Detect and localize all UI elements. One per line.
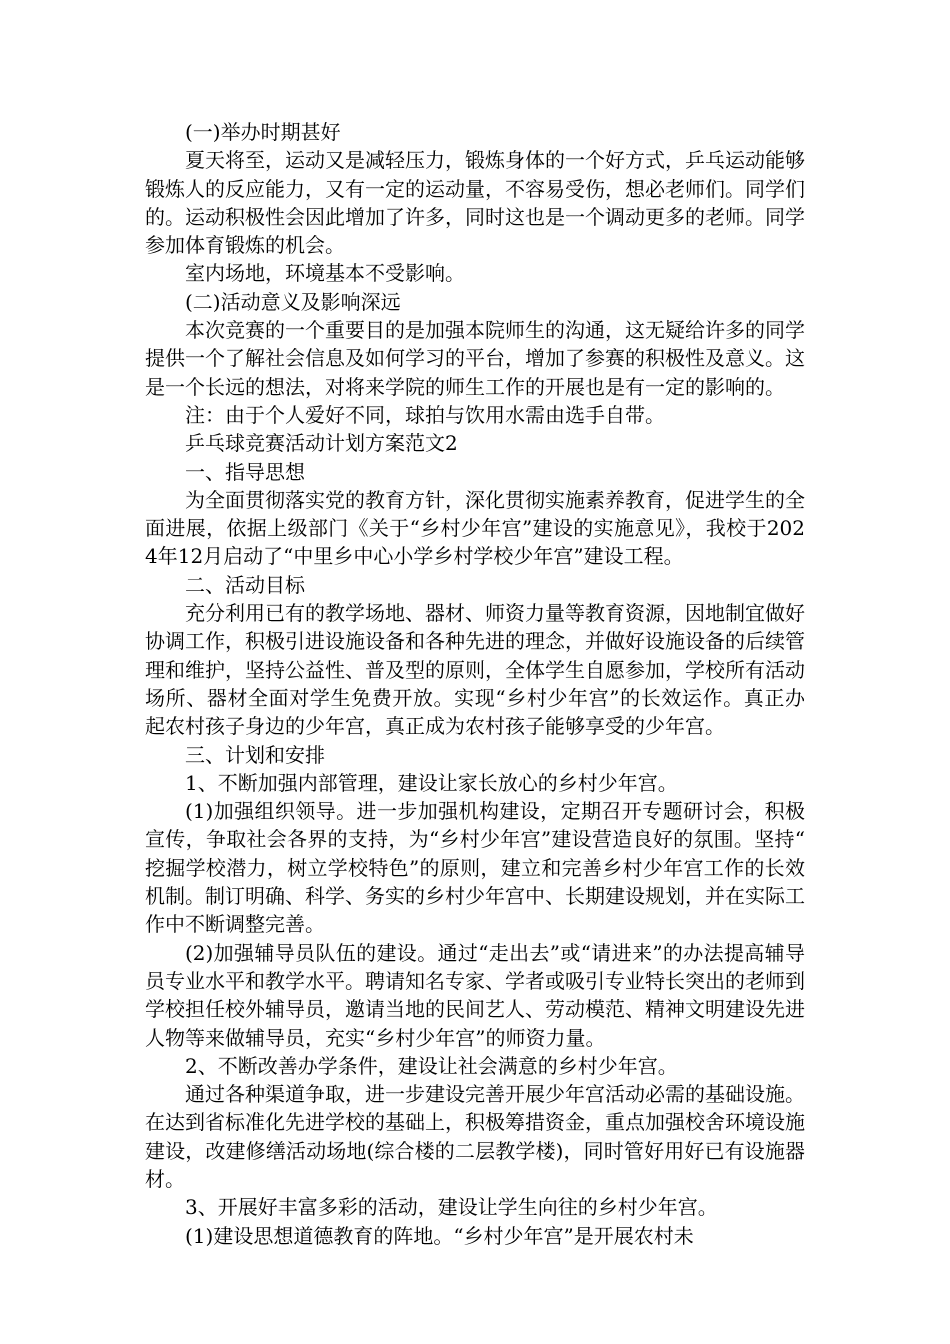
body-paragraph: 本次竞赛的一个重要目的是加强本院师生的沟通，这无疑给许多的同学提供一个了解社会信息及如何学习的平台，增加了参赛的积极性及意义。这是一个长远的想法，对将来学院的师生工作的开展也是有一定的影响的。 [145, 318, 805, 399]
section-heading: (一)举办时期甚好 [185, 120, 341, 144]
body-paragraph: 室内场地，环境基本不受影响。 [185, 261, 465, 286]
document-title: 乒乓球竞赛活动计划方案范文2 [185, 431, 458, 456]
body-paragraph: 夏天将至，运动又是减轻压力，锻炼身体的一个好方式，乒乓运动能够锻炼人的反应能力，又有一定的运动量，不容易受伤，想必老师们。同学们的。运动积极性会因此增加了许多，同时这也是一个调动更多的老师。同学参加体育锻炼的机会。 [145, 148, 805, 258]
body-paragraph: 为全面贯彻落实党的教育方针，深化贯彻实施素养教育，促进学生的全面进展，依据上级部门《关于“乡村少年宫”建设的实施意见》，我校于2024年12月启动了“中里乡中心小学乡村学校少年宫”建设工程。 [145, 487, 805, 569]
section-heading: 二、活动目标 [185, 572, 305, 597]
body-paragraph: 通过各种渠道争取，进一步建设完善开展少年宫活动必需的基础设施。在达到省标准化先进学校的基础上，积极筹措资金，重点加强校舍环境设施建设，改建修缮活动场地(综合楼的二层教学楼)，同时管好用好已有设施器材。 [145, 1082, 805, 1191]
section-heading: (二)活动意义及影响深远 [185, 289, 401, 314]
subsection-heading: 1、不断加强内部管理，建设让家长放心的乡村少年宫。 [185, 770, 678, 795]
note-paragraph: 注：由于个人爱好不同，球拍与饮用水需由选手自带。 [185, 402, 665, 427]
body-paragraph: (2)加强辅导员队伍的建设。通过“走出去”或“请进来”的办法提高辅导员专业水平和教学水平。聘请知名专家、学者或吸引专业特长突出的老师到学校担任校外辅导员，邀请当地的民间艺人、劳动模范、精神文明建设先进人物等来做辅导员，充实“乡村少年宫”的师资力量。 [145, 940, 805, 1050]
document-body [145, 118, 805, 1250]
section-heading: 一、指导思想 [185, 459, 305, 484]
section-heading: 三、计划和安排 [185, 742, 325, 767]
body-paragraph: (1)建设思想道德教育的阵地。“乡村少年宫”是开展农村未 [185, 1223, 694, 1248]
body-paragraph: 充分利用已有的教学场地、器材、师资力量等教育资源，因地制宜做好协调工作，积极引进设施设备和各种先进的理念，并做好设施设备的后续管理和维护，坚持公益性、普及型的原则，全体学生自愿参加，学校所有活动场所、器材全面对学生免费开放。实现“乡村少年宫”的长效运作。真正办起农村孩子身边的少年宫，真正成为农村孩子能够享受的少年宫。 [145, 601, 805, 739]
subsection-heading: 3、开展好丰富多彩的活动，建设让学生向往的乡村少年宫。 [185, 1195, 718, 1220]
body-paragraph: (1)加强组织领导。进一步加强机构建设，定期召开专题研讨会，积极宣传，争取社会各界的支持，为“乡村少年宫”建设营造良好的氛围。坚持“挖掘学校潜力，树立学校特色”的原则，建立和完善乡村少年宫工作的长效机制。制订明确、科学、务实的乡村少年宫中、长期建设规划，并在实际工作中不断调整完善。 [145, 799, 805, 937]
subsection-heading: 2、不断改善办学条件，建设让社会满意的乡村少年宫。 [185, 1053, 678, 1078]
